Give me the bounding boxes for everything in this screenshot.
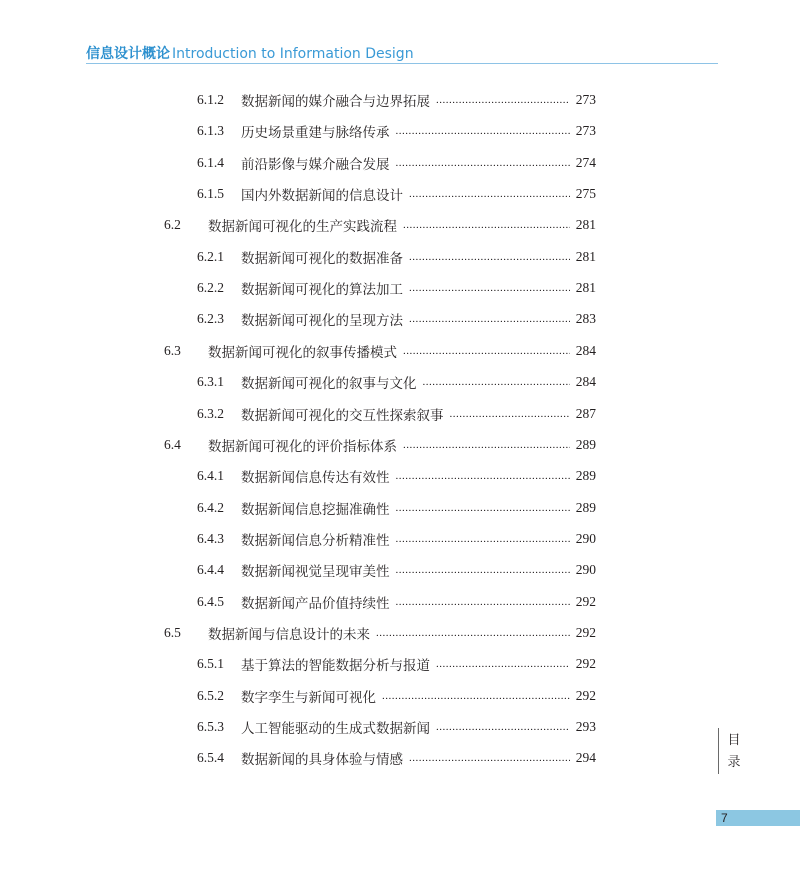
toc-entry-title: 前沿影像与媒介融合发展 xyxy=(241,157,390,172)
toc-leader-dots xyxy=(403,435,570,455)
toc-section-row xyxy=(164,623,596,643)
toc-subsection-row xyxy=(197,372,596,392)
toc-entry-title: 数据新闻与信息设计的未来 xyxy=(208,627,370,642)
toc-leader-dots xyxy=(409,247,570,267)
side-label-char-1: 目 xyxy=(727,733,741,748)
toc-entry-number: 6.4.1 xyxy=(197,468,224,483)
toc-entry-number: 6.1.2 xyxy=(197,92,224,107)
toc-entry-title: 历史场景重建与脉络传承 xyxy=(241,125,390,140)
toc-section-row xyxy=(164,341,596,361)
toc-entry-number: 6.2 xyxy=(164,217,181,232)
toc-entry-page: 292 xyxy=(575,594,596,609)
toc-entry-title: 数据新闻信息传达有效性 xyxy=(241,470,390,485)
toc-entry-title: 数字孪生与新闻可视化 xyxy=(241,690,376,705)
toc-entry-number: 6.1.4 xyxy=(197,155,224,170)
toc-entry-page: 283 xyxy=(575,311,596,326)
toc-entry-number: 6.4.3 xyxy=(197,531,224,546)
toc-entry-number: 6.4.4 xyxy=(197,562,224,577)
toc-subsection-row xyxy=(197,529,596,549)
toc-entry-page: 281 xyxy=(575,217,596,232)
toc-subsection-row xyxy=(197,404,596,424)
toc-leader-dots xyxy=(396,498,570,518)
toc-entry-title: 数据新闻信息挖掘准确性 xyxy=(241,502,390,517)
toc-entry-title: 数据新闻的媒介融合与边界拓展 xyxy=(241,94,430,109)
toc-entry-number: 6.1.3 xyxy=(197,123,224,138)
toc-subsection-row xyxy=(197,184,596,204)
toc-leader-dots xyxy=(396,529,570,549)
toc-entry-page: 294 xyxy=(575,750,596,765)
toc-leader-dots xyxy=(436,654,570,674)
book-title-en: Introduction to Information Design xyxy=(172,46,414,62)
toc-entry-number: 6.3.1 xyxy=(197,374,224,389)
toc-entry-title: 数据新闻可视化的叙事与文化 xyxy=(241,376,417,391)
toc-entry-page: 290 xyxy=(575,531,596,546)
toc-leader-dots xyxy=(409,748,570,768)
toc-subsection-row xyxy=(197,309,596,329)
toc-leader-dots xyxy=(396,560,570,580)
toc-entry-title: 数据新闻的具身体验与情感 xyxy=(241,752,403,767)
side-divider xyxy=(718,728,719,774)
toc-entry-page: 290 xyxy=(575,562,596,577)
toc-subsection-row xyxy=(197,153,596,173)
toc-entry-page: 292 xyxy=(575,688,596,703)
toc-entry-number: 6.2.2 xyxy=(197,280,224,295)
toc-subsection-row xyxy=(197,748,596,768)
toc-subsection-row xyxy=(197,121,596,141)
toc-subsection-row xyxy=(197,560,596,580)
toc-entry-number: 6.5.2 xyxy=(197,688,224,703)
toc-entry-title: 基于算法的智能数据分析与报道 xyxy=(241,658,430,673)
toc-entry-page: 274 xyxy=(575,155,596,170)
toc-entry-title: 数据新闻可视化的数据准备 xyxy=(241,251,403,266)
side-label-char-2: 录 xyxy=(727,755,741,770)
toc-leader-dots xyxy=(423,372,570,392)
toc-leader-dots xyxy=(382,686,570,706)
toc-entry-page: 281 xyxy=(575,249,596,264)
toc-subsection-row xyxy=(197,247,596,267)
toc-entry-number: 6.2.3 xyxy=(197,311,224,326)
toc-entry-number: 6.5.3 xyxy=(197,719,224,734)
toc-subsection-row xyxy=(197,278,596,298)
toc-leader-dots xyxy=(403,341,570,361)
toc-entry-number: 6.4 xyxy=(164,437,181,452)
toc-entry-page: 284 xyxy=(575,343,596,358)
toc-leader-dots xyxy=(436,717,570,737)
toc-entry-number: 6.4.5 xyxy=(197,594,224,609)
contents-side-label xyxy=(726,730,742,774)
toc-entry-title: 数据新闻可视化的呈现方法 xyxy=(241,313,403,328)
toc-subsection-row xyxy=(197,498,596,518)
toc-subsection-row xyxy=(197,686,596,706)
toc-entry-number: 6.5.4 xyxy=(197,750,224,765)
toc-entry-title: 数据新闻信息分析精准性 xyxy=(241,533,390,548)
toc-subsection-row xyxy=(197,717,596,737)
toc-section-row xyxy=(164,215,596,235)
toc-leader-dots xyxy=(396,121,570,141)
toc-leader-dots xyxy=(450,404,570,424)
page-number-tab xyxy=(716,810,800,826)
toc-entry-number: 6.3 xyxy=(164,343,181,358)
toc-subsection-row xyxy=(197,592,596,612)
toc-entry-page: 289 xyxy=(575,437,596,452)
toc-entry-page: 292 xyxy=(575,625,596,640)
toc-entry-number: 6.1.5 xyxy=(197,186,224,201)
toc-leader-dots xyxy=(409,309,570,329)
toc-leader-dots xyxy=(436,90,570,110)
toc-entry-page: 275 xyxy=(575,186,596,201)
toc-entry-number: 6.3.2 xyxy=(197,406,224,421)
toc-leader-dots xyxy=(409,184,570,204)
toc-entry-page: 289 xyxy=(575,468,596,483)
book-title-cn: 信息设计概论 xyxy=(86,46,170,62)
toc-leader-dots xyxy=(376,623,570,643)
toc-section-row xyxy=(164,435,596,455)
toc-entry-page: 273 xyxy=(575,92,596,107)
toc-entry-page: 281 xyxy=(575,280,596,295)
toc-entry-title: 数据新闻可视化的叙事传播模式 xyxy=(208,345,397,360)
toc-entry-title: 国内外数据新闻的信息设计 xyxy=(241,188,403,203)
toc-entry-number: 6.2.1 xyxy=(197,249,224,264)
toc-entry-title: 数据新闻可视化的交互性探索叙事 xyxy=(241,408,444,423)
page-number: 7 xyxy=(721,811,728,825)
toc-entry-number: 6.5.1 xyxy=(197,656,224,671)
toc-entry-title: 数据新闻产品价值持续性 xyxy=(241,596,390,611)
toc-entry-title: 数据新闻视觉呈现审美性 xyxy=(241,564,390,579)
toc-entry-title: 数据新闻可视化的评价指标体系 xyxy=(208,439,397,454)
toc-entry-title: 人工智能驱动的生成式数据新闻 xyxy=(241,721,430,736)
toc-entry-page: 289 xyxy=(575,500,596,515)
toc-entry-title: 数据新闻可视化的生产实践流程 xyxy=(208,219,397,234)
toc-entry-page: 284 xyxy=(575,374,596,389)
toc-leader-dots xyxy=(396,466,570,486)
toc-entry-page: 287 xyxy=(575,406,596,421)
toc-entry-page: 273 xyxy=(575,123,596,138)
toc-leader-dots xyxy=(396,153,570,173)
toc-leader-dots xyxy=(396,592,570,612)
toc-entry-page: 293 xyxy=(575,719,596,734)
toc-entry-title: 数据新闻可视化的算法加工 xyxy=(241,282,403,297)
toc-leader-dots xyxy=(403,215,570,235)
toc-entry-page: 292 xyxy=(575,656,596,671)
toc-subsection-row xyxy=(197,90,596,110)
toc-subsection-row xyxy=(197,466,596,486)
toc-entry-number: 6.4.2 xyxy=(197,500,224,515)
toc-subsection-row xyxy=(197,654,596,674)
toc-leader-dots xyxy=(409,278,570,298)
toc-entry-number: 6.5 xyxy=(164,625,181,640)
